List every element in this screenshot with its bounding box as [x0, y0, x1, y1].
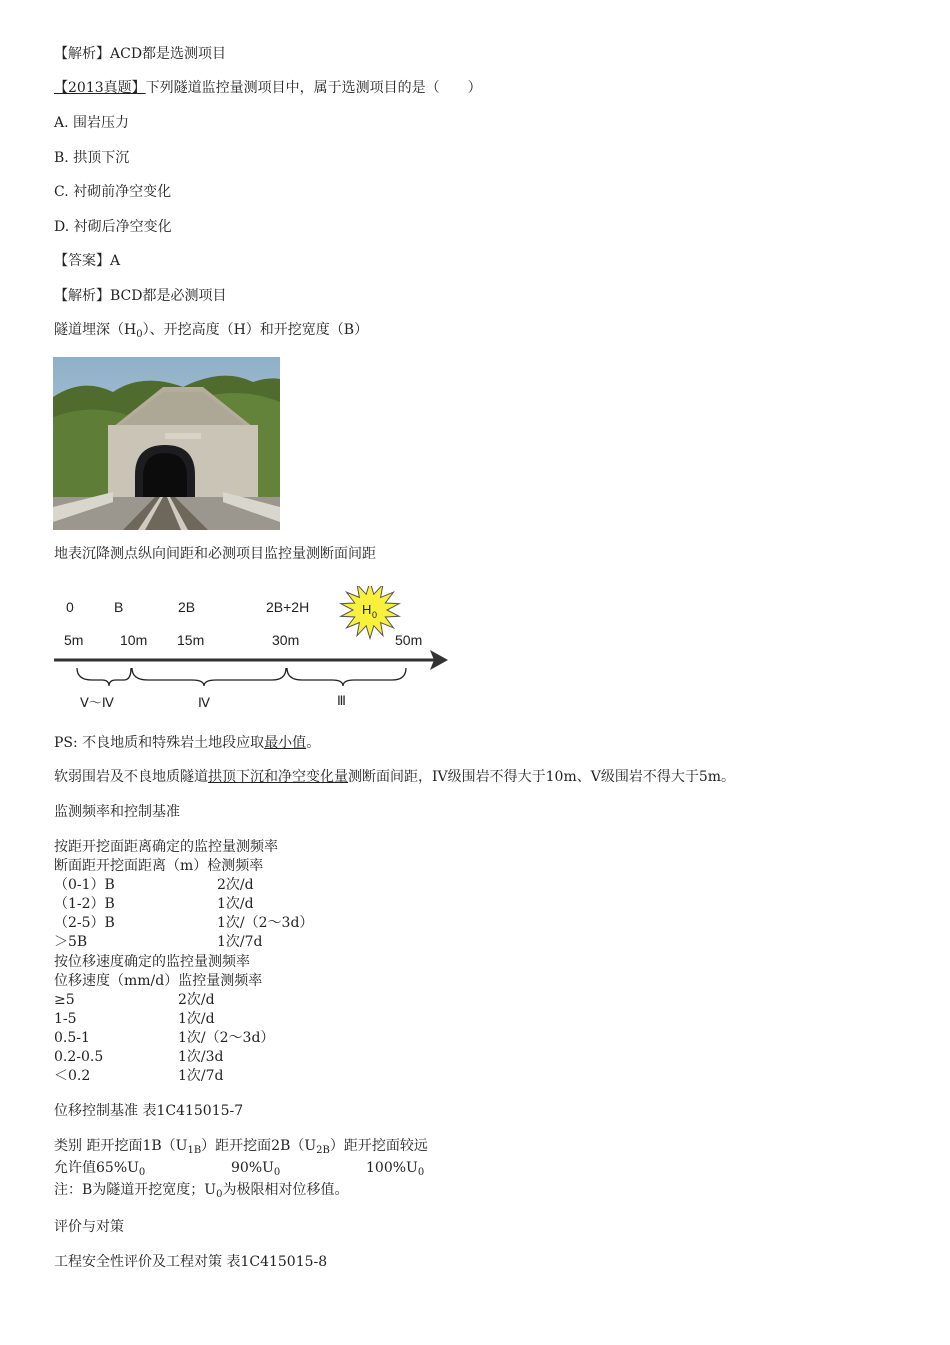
diagram-distance-label: 15m	[177, 632, 205, 648]
diagram-distance-label: 10m	[120, 632, 148, 648]
class-label-3: Ⅲ	[337, 693, 346, 708]
burst-icon	[341, 586, 399, 639]
table-row-label: （2-5）B	[54, 915, 115, 931]
table-row-value: 1次/d	[178, 1011, 215, 1027]
option-b: B. 拱顶下沉	[54, 150, 130, 166]
table-row-label: 0.2-0.5	[54, 1049, 104, 1065]
table4-title: 工程安全性评价及工程对策 表1C415015-8	[54, 1254, 328, 1270]
diagram-top-label: 0	[66, 599, 74, 615]
class-label-2: Ⅳ	[198, 695, 210, 710]
table-row-value: 1次/（2～3d）	[217, 915, 314, 931]
table3-val-2: $90\%U_0$	[231, 1160, 281, 1178]
tunnel-photo	[53, 357, 280, 530]
class-label-1: Ⅴ～Ⅳ	[80, 695, 114, 710]
freq-title: 监测频率和控制基准	[54, 804, 180, 820]
class-braces	[77, 668, 406, 686]
option-a: A. 围岩压力	[54, 115, 130, 131]
eval-title: 评价与对策	[54, 1219, 124, 1235]
table-row-label: ＞5B	[54, 934, 88, 950]
question-line	[54, 81, 482, 95]
table-row-label: ≥5	[54, 992, 75, 1008]
diagram-distance-label: 50m	[395, 632, 423, 648]
table2-header: 位移速度（mm/d）监控量测频率	[54, 973, 263, 989]
analysis-1: 【解析】ACD都是选测项目	[54, 46, 227, 62]
brace-3	[287, 668, 406, 686]
diagram-top-label: B	[114, 599, 124, 615]
table-row-value: 1次/7d	[178, 1068, 224, 1084]
table-row-label: 1-5	[54, 1011, 77, 1027]
table3-val-3: $100\%U_0$	[366, 1160, 425, 1178]
table-row-label: （1-2）B	[54, 896, 115, 912]
table2-title: 按位移速度确定的监控量测频率	[54, 954, 250, 970]
ps-line: PS: 不良地质和特殊岩土地段应取最小值。	[54, 735, 321, 751]
brace-2	[132, 668, 286, 686]
table-row-label: 0.5-1	[54, 1030, 90, 1046]
burst-label: H	[362, 602, 372, 617]
diagram-top-label: 2B+2H	[266, 599, 310, 615]
spacing-diagram	[54, 586, 454, 716]
answer: 【答案】A	[54, 253, 121, 269]
table3-header: 类别 距开挖面$1B(U_{1B})$距开挖面$2B(U_{2B})$距开挖面较远	[54, 1138, 428, 1156]
table3-title: 位移控制基准 表1C415015-7	[54, 1103, 244, 1119]
table-row-value: 2次/d	[217, 877, 254, 893]
brace-1	[77, 668, 131, 686]
option-d: D. 衬砌后净空变化	[54, 219, 172, 235]
diagram-top-label: 2B	[178, 599, 196, 615]
soft-rock-line: 软弱围岩及不良地质隧道拱顶下沉和净空变化量测断面间距，IV级围岩不得大于10m、V级围岩不得大于5m。	[54, 769, 736, 785]
spacing-title: 地表沉降测点纵向间距和必测项目监控量测断面间距	[54, 546, 376, 562]
table1-header: 断面距开挖面距离（m）检测频率	[54, 858, 264, 874]
table-row-value: 2次/d	[178, 992, 215, 1008]
question-text: 下列隧道监控量测项目中，属于选测项目的是（ ）	[145, 80, 482, 96]
depth-line: 隧道埋深$(H_0)$、开挖高度（H）和开挖宽度（B）	[54, 322, 369, 340]
option-c: C. 衬砌前净空变化	[54, 184, 172, 200]
tunnel-photo-image	[53, 357, 280, 530]
spacing-diagram-svg	[54, 586, 454, 716]
table-row-value: 1次/（2～3d）	[178, 1030, 275, 1046]
table-row-label: （0-1）B	[54, 877, 115, 893]
diagram-distance-label: 30m	[272, 632, 300, 648]
table3-note: 注：B为隧道开挖宽度；$U_0$为极限相对位移值。	[54, 1182, 349, 1200]
question-tag: 【2013真题】	[54, 80, 146, 96]
burst-label-sub: 0	[372, 610, 378, 620]
table1-title: 按距开挖面距离确定的监控量测频率	[54, 839, 278, 855]
diagram-top-labels	[66, 599, 309, 615]
table-row-value: 1次/7d	[217, 934, 263, 950]
table-row-value: 1次/d	[217, 896, 254, 912]
analysis-2: 【解析】BCD都是必测项目	[54, 288, 227, 304]
diagram-distance-label: 5m	[64, 632, 84, 648]
table-row-value: 1次/3d	[178, 1049, 224, 1065]
table3-row: 允许值$65\%U_0$	[54, 1160, 146, 1178]
table-row-label: ＜0.2	[54, 1068, 91, 1084]
